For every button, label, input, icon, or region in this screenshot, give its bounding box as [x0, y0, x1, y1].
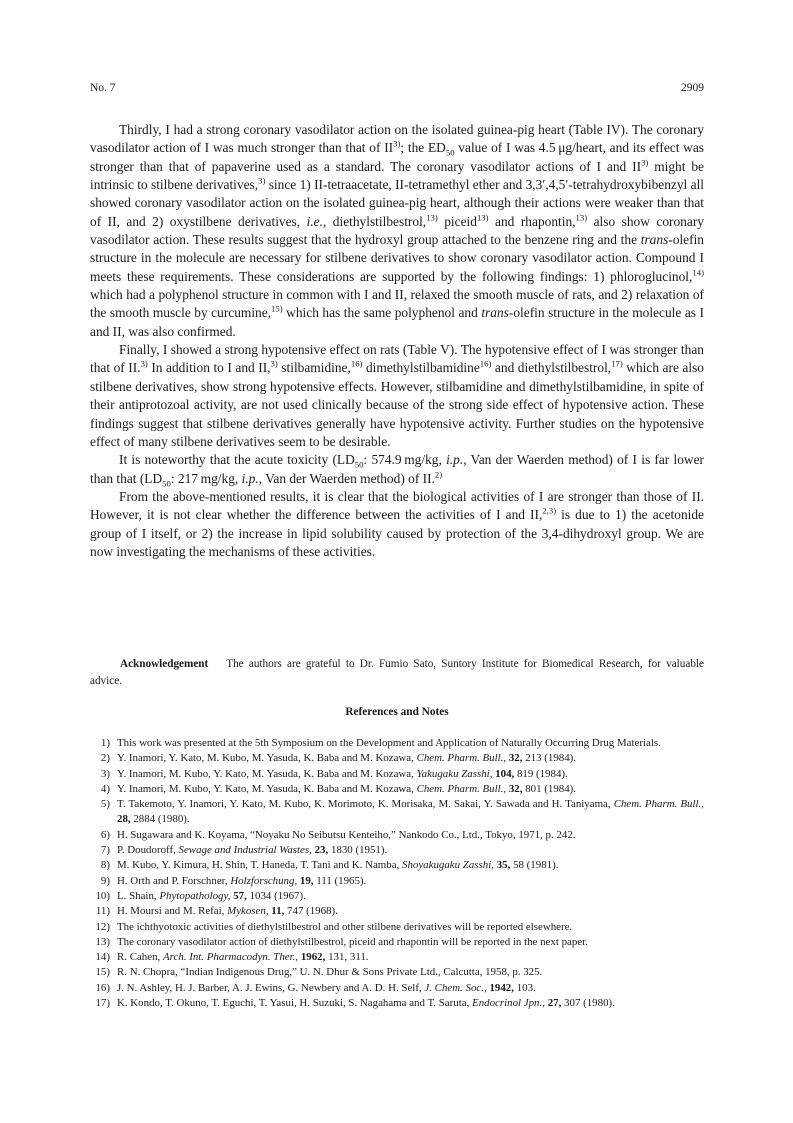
reference-item — [90, 858, 704, 873]
reference-number: 9) — [100, 874, 110, 887]
reference-pages: 307 (1980). — [564, 997, 615, 1010]
reference-journal: Chem. Pharm. Bull., — [416, 752, 507, 765]
reference-journal: Shoyakugaku Zasshi, — [402, 859, 494, 872]
reference-number: 16) — [95, 981, 110, 994]
reference-volume: 104, — [495, 767, 515, 780]
reference-pages: 103. — [516, 981, 536, 994]
reference-journal: Yakugaku Zasshi, — [416, 767, 493, 780]
reference-pages: 111 (1965). — [316, 874, 367, 887]
reference-journal: Arch. Int. Pharmacodyn. Ther., — [163, 951, 299, 964]
body-paragraph: It is noteworthy that the acute toxicity ($LD_{50}$: 574.9 mg/kg, i.p., Van der Waerden method) of I is far lower than that ($LD_{50}$: 217 mg/kg, i.p., Van der Waerden method) of II.$^{2)}$ — [90, 452, 705, 489]
reference-text: R. N. Chopra, “Indian Indigenous Drug,” U. N. Dhur & Sons Private Ltd., Calcutta, 1958, p. 325. — [117, 966, 543, 979]
reference-item — [90, 767, 704, 782]
reference-item — [90, 782, 704, 797]
reference-volume: 27, — [547, 997, 562, 1010]
reference-authors: T. Takemoto, Y. Inamori, Y. Kato, M. Kubo, K. Morimoto, K. Morisaka, M. Sakai, Y. Sawada and H. Taniyama, — [117, 798, 611, 811]
reference-journal: Phytopathology, — [159, 889, 231, 902]
reference-number: 2) — [100, 752, 110, 765]
reference-item — [90, 843, 704, 858]
reference-text: The coronary vasodilator action of diethylstilbestrol, piceid and rhapontin will be reported in the next paper. — [117, 935, 588, 948]
reference-pages: 2884 (1980). — [133, 813, 190, 826]
reference-pages: 801 (1984). — [525, 782, 577, 795]
reference-item — [90, 874, 704, 889]
journal-issue: No. 7 — [90, 82, 116, 94]
reference-pages: 819 (1984). — [516, 767, 568, 780]
reference-item — [90, 751, 704, 766]
reference-authors: H. Orth and P. Forschner, — [117, 874, 228, 887]
reference-item — [90, 828, 704, 843]
reference-volume: 28, — [117, 813, 131, 826]
reference-authors: Y. Inamori, Y. Kato, M. Kubo, M. Yasuda, K. Baba and M. Kozawa, — [117, 752, 414, 765]
reference-number: 11) — [95, 905, 110, 918]
reference-authors: J. N. Ashley, H. J. Barber, A. J. Ewins, G. Newbery and A. D. H. Self, — [117, 981, 422, 994]
reference-number: 15) — [95, 966, 110, 979]
reference-item — [90, 736, 704, 751]
reference-number: 12) — [95, 920, 110, 933]
reference-authors: L. Shain, — [117, 889, 157, 902]
reference-authors: R. Cahen, — [117, 951, 161, 964]
reference-pages: 213 (1984). — [525, 752, 577, 765]
body-paragraph: Thirdly, I had a strong coronary vasodilator action on the isolated guinea-pig heart (Table IV). The coronary vasodilator action of I was much stronger than that of II$^{3)}$; the $ED_{50}$ value of I was 4.5 μg/heart, and its effect was stronger than that of papaverine used as a standard. The coronary vasodilator actions of I and II$^{3)}$ might be intrinsic to stilbene derivatives,$^{3)}$ since 1) II-tetraacetate, II-tetramethyl ether and 3,3′,4,5′-tetrahydroxybibenzyl all showed coronary vasodilator action on the isolated guinea-pig heart, although their actions were weaker than that of II, and 2) oxystilbene derivatives, i.e., diethylstilbestrol,$^{13)}$ piceid$^{13)}$ and rhapontin,$^{13)}$ also show coronary vasodilator action. These results suggest that the hydroxyl group attached to the benzene ring and the trans-olefin structure in the molecule are necessary for stilbene derivatives to show coronary vasodilator action. Compound I meets these requirements. These considerations are supported by the following findings: 1) phloroglucinol,$^{14)}$ which had a polyphenol structure in common with I and II, relaxed the smooth muscle of rats, and 2) relaxation of the smooth muscle by curcumine,$^{15)}$ which has the same polyphenol and trans-olefin structure in the molecule as I and II, was also confirmed. — [90, 122, 705, 339]
reference-item — [90, 920, 704, 935]
reference-number: 3) — [100, 767, 110, 780]
references-title: References and Notes — [345, 706, 449, 718]
reference-journal: J. Chem. Soc., — [424, 981, 487, 994]
reference-item — [90, 935, 704, 950]
reference-journal: Chem. Pharm. Bull., — [613, 798, 704, 811]
reference-volume: 32, — [508, 782, 523, 795]
reference-item — [90, 904, 704, 919]
reference-text: The ichthyotoxic activities of diethylstilbestrol and other stilbene derivatives will be reported elsewhere. — [117, 920, 573, 933]
reference-volume: 1962, — [300, 951, 326, 964]
reference-item — [90, 981, 704, 996]
reference-volume: 11, — [271, 905, 285, 918]
reference-item — [90, 889, 704, 904]
reference-item — [90, 797, 704, 828]
reference-journal: Chem. Pharm. Bull., — [416, 782, 507, 795]
acknowledgement-heading: Acknowledgement — [120, 658, 209, 670]
reference-item — [90, 950, 704, 965]
reference-journal: Holzforschung, — [230, 874, 298, 887]
reference-pages: 58 (1981). — [513, 859, 559, 872]
reference-number: 6) — [100, 828, 110, 841]
reference-list — [90, 736, 704, 1011]
reference-number: 14) — [95, 951, 110, 964]
reference-pages: 747 (1968). — [287, 905, 338, 918]
reference-number: 4) — [100, 782, 110, 795]
reference-pages: 1034 (1967). — [249, 889, 306, 902]
reference-journal: Sewage and Industrial Wastes, — [178, 844, 312, 857]
reference-volume: 19, — [299, 874, 314, 887]
reference-journal: Endocrinol Jpn., — [472, 997, 545, 1010]
reference-number: 1) — [100, 737, 110, 749]
reference-volume: 1942, — [489, 981, 514, 994]
reference-volume: 32, — [508, 752, 523, 765]
reference-volume: 35, — [496, 859, 511, 872]
reference-number: 17) — [95, 997, 110, 1010]
body-text — [90, 121, 704, 561]
body-paragraph: Finally, I showed a strong hypotensive effect on rats (Table V). The hypotensive effect of I was stronger than that of II.$^{3)}$ In addition to I and II,$^{3)}$ stilbamidine,$^{16)}$ dimethylstilbamidine$^{16)}$ and diethylstilbestrol,$^{17)}$ which are also stilbene derivatives, show strong hypotensive effects. However, stilbamidine and dimethylstilbamidine, in spite of their antiprotozoal activity, are not used clinically because of the strong side effect of hypotensive action. These findings suggest that stilbene derivatives generally have hypotensive activity. Further studies on the hypotensive effect of many stilbene derivatives seem to be desirable. — [90, 342, 704, 449]
reference-text: This work was presented at the 5th Symposium on the Development and Application of Naturally Occurring Drug Materials. — [117, 737, 661, 749]
reference-item — [90, 996, 704, 1011]
reference-journal: Mykosen, — [227, 905, 269, 918]
reference-pages: 131, 311. — [328, 951, 369, 964]
reference-number: 5) — [100, 798, 110, 811]
acknowledgement-text: The authors are grateful to Dr. Fumio Sato, Suntory Institute for Biomedical Research, for valuable advice. — [90, 658, 704, 687]
reference-number: 10) — [95, 889, 110, 902]
reference-number: 8) — [100, 859, 110, 872]
reference-number: 13) — [95, 935, 110, 948]
reference-authors: H. Moursi and M. Refai, — [117, 905, 225, 918]
reference-authors: M. Kubo, Y. Kimura, H. Shin, T. Haneda, T. Tani and K. Namba, — [117, 859, 400, 872]
reference-volume: 23, — [314, 844, 329, 857]
reference-authors: K. Kondo, T. Okuno, T. Eguchi, T. Yasui, H. Suzuki, S. Nagahama and T. Saruta, — [117, 997, 470, 1010]
body-paragraph: From the above-mentioned results, it is clear that the biological activities of I are stronger than those of II. However, it is not clear whether the difference between the activities of I and II,$^{2,3)}$ is due to 1) the acetonide group of I itself, or 2) the increase in lipid solubility caused by protection of the 3,4-dihydroxyl group. We are now investigating the mechanisms of these activities. — [90, 488, 704, 559]
page-number: 2909 — [681, 82, 704, 94]
reference-authors: P. Doudoroff, — [117, 844, 176, 857]
reference-number: 7) — [100, 844, 110, 857]
reference-text: H. Sugawara and K. Koyama, “Noyaku No Seibutsu Kenteiho,” Nankodo Co., Ltd., Tokyo, 1971, p. 242. — [117, 828, 576, 841]
acknowledgement — [90, 656, 704, 690]
reference-authors: Y. Inamori, M. Kubo, Y. Kato, M. Yasuda, K. Baba and M. Kozawa, — [117, 782, 414, 795]
reference-item — [90, 965, 704, 980]
paper-page — [90, 0, 704, 1123]
reference-pages: 1830 (1951). — [330, 844, 388, 857]
reference-volume: 57, — [233, 889, 247, 902]
reference-authors: Y. Inamori, M. Kubo, Y. Kato, M. Yasuda, K. Baba and M. Kozawa, — [117, 767, 414, 780]
